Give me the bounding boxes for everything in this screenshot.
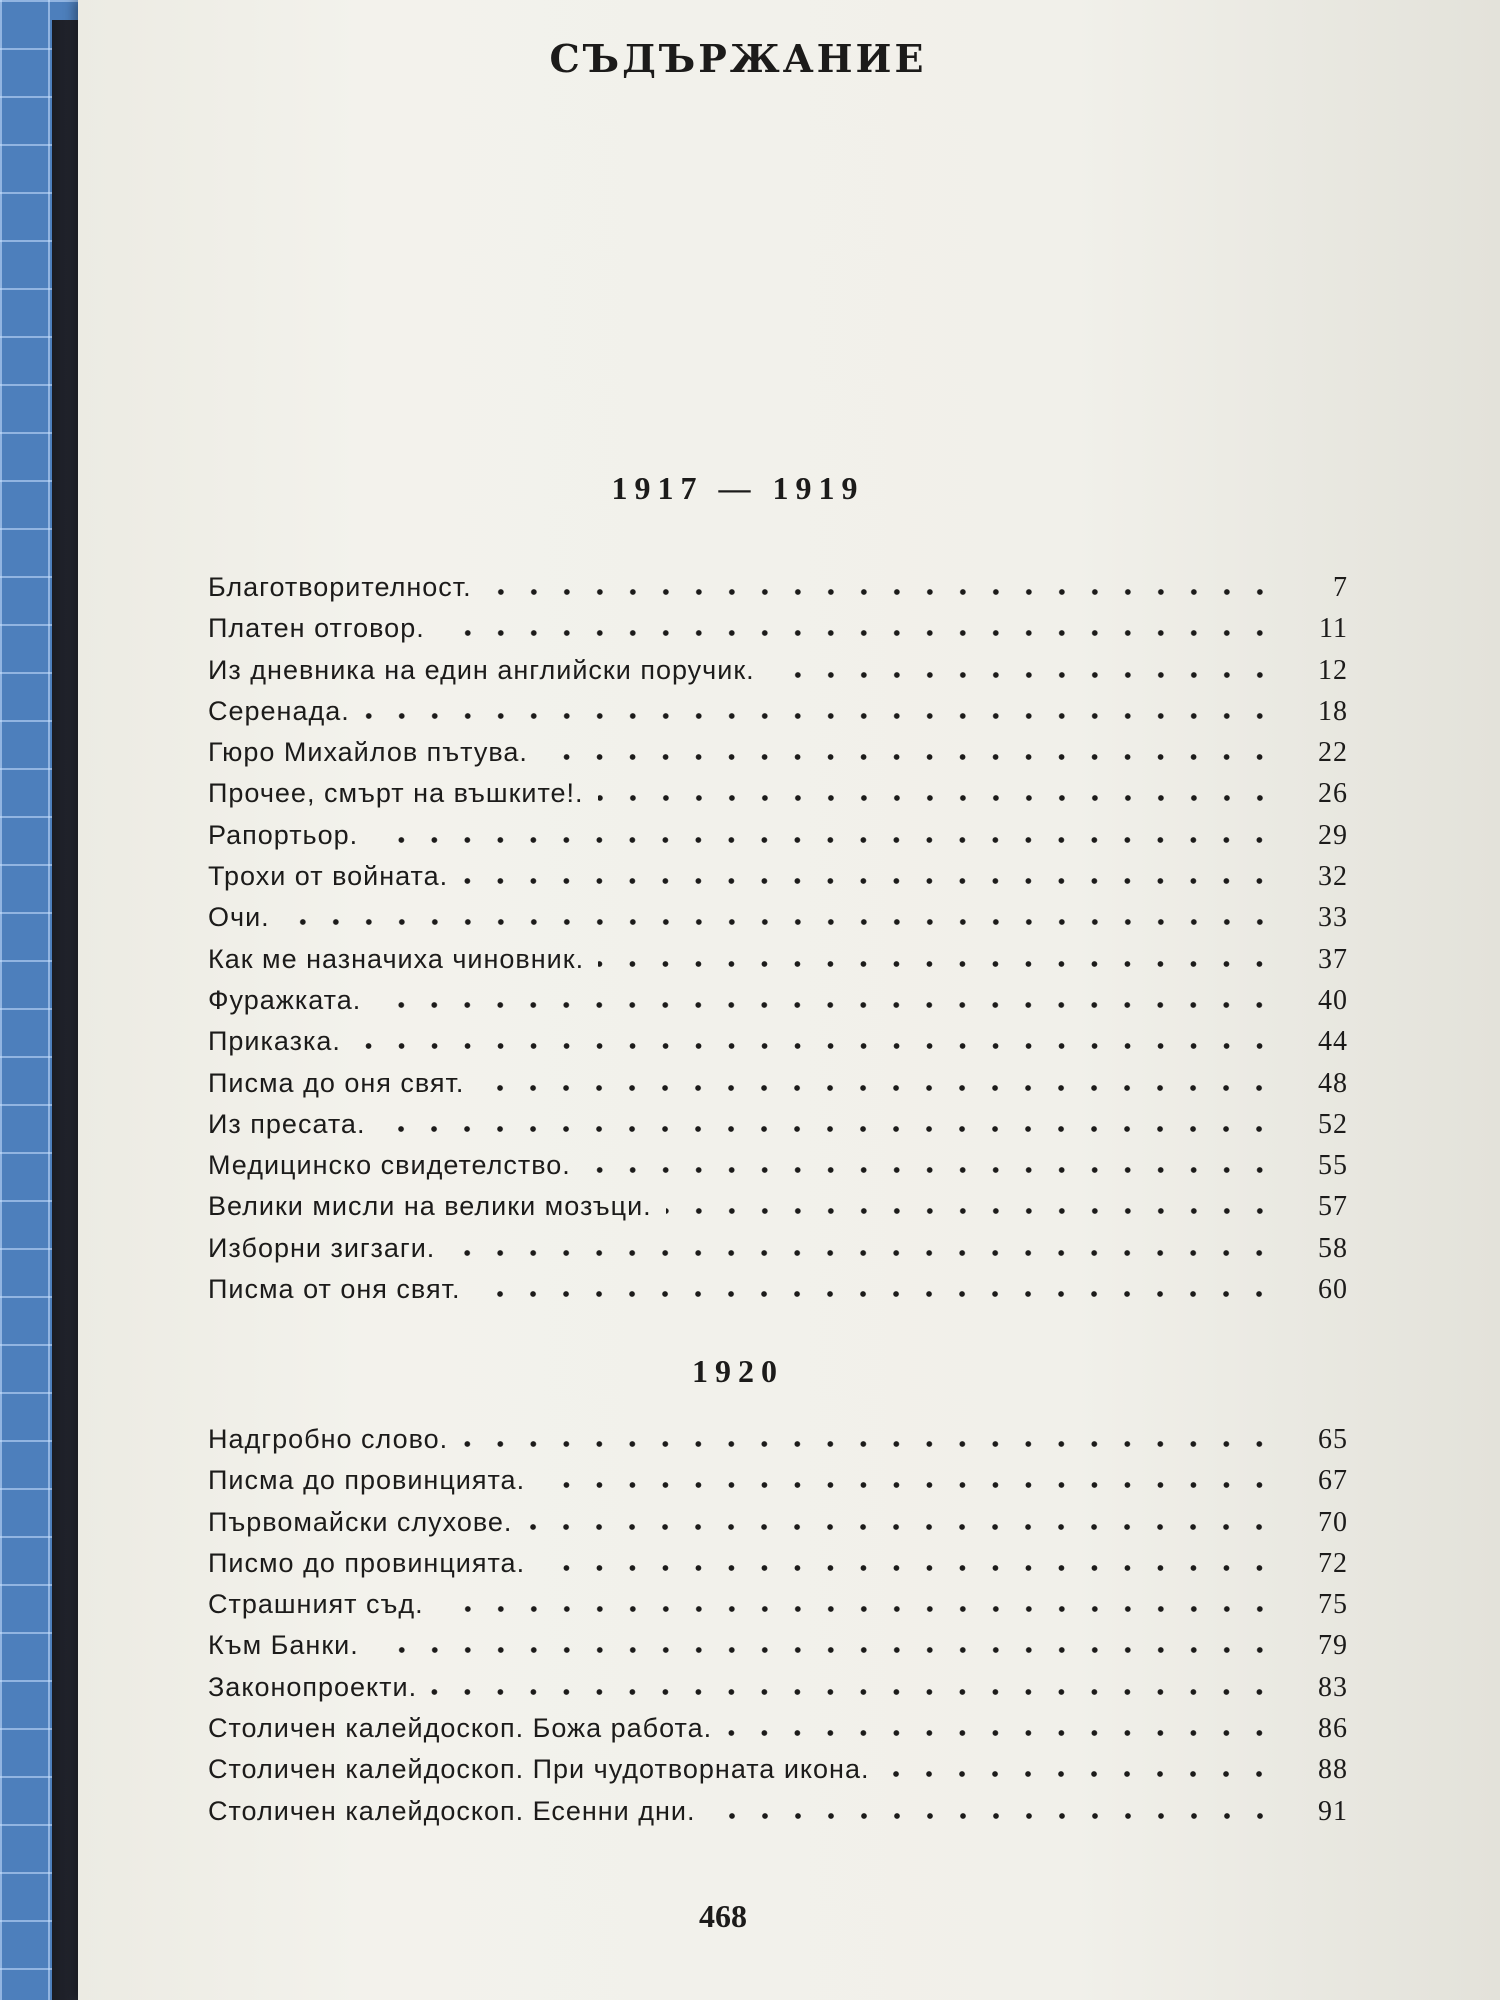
toc-entry (208, 778, 1348, 819)
toc-entry-page: 33 (1318, 902, 1348, 934)
dot-leader (598, 794, 1276, 802)
toc-entry-page: 58 (1318, 1232, 1348, 1264)
toc-entry-page: 72 (1318, 1547, 1348, 1579)
toc-entry-page: 29 (1318, 819, 1348, 851)
toc-entry-title: Столичен калейдоскоп. При чудотворната икона. (208, 1754, 870, 1785)
toc-entry (208, 1150, 1348, 1191)
toc-entry-page: 32 (1318, 861, 1348, 893)
toc-entry (208, 902, 1348, 943)
dot-leader (375, 1001, 1276, 1009)
dot-leader (431, 1688, 1276, 1696)
toc-entry-page: 79 (1318, 1630, 1348, 1662)
dot-leader (486, 588, 1276, 596)
toc-entry-title: Приказка. (208, 1026, 341, 1057)
dot-leader (449, 1249, 1276, 1257)
dot-leader (598, 960, 1276, 968)
toc-entry (208, 1548, 1348, 1589)
toc-entry (208, 655, 1348, 696)
section-heading-1917-1919: 1917 — 1919 (611, 470, 865, 506)
toc-entry-page: 40 (1318, 984, 1348, 1016)
toc-entry-title: Към Банки. (208, 1630, 359, 1661)
toc-entry-page: 83 (1318, 1671, 1348, 1703)
toc-entry-title: Благотворителност. (208, 572, 472, 602)
toc-entry-page: 65 (1318, 1424, 1348, 1455)
toc-entry (208, 820, 1348, 861)
toc-entry (208, 944, 1348, 985)
toc-entry-title: Законопроекти. (208, 1671, 418, 1702)
dot-leader (474, 1290, 1276, 1298)
toc-entry (208, 985, 1348, 1026)
toc-entry-page: 75 (1318, 1589, 1348, 1621)
toc-entry-title: Надгробно слово. (208, 1424, 449, 1454)
dot-leader (726, 1729, 1276, 1737)
dot-leader (439, 629, 1276, 637)
dot-leader (542, 753, 1276, 761)
toc-list-1917-1919 (208, 572, 1348, 1315)
toc-entry (208, 1672, 1348, 1713)
toc-entry (208, 1465, 1348, 1506)
toc-entry (208, 572, 1348, 613)
toc-entry-page: 7 (1333, 572, 1348, 603)
dot-leader (373, 1646, 1276, 1654)
dot-leader (355, 1042, 1276, 1050)
toc-entry-page: 18 (1318, 695, 1348, 727)
toc-entry-title: Писма до провинцията. (208, 1465, 526, 1496)
toc-entry (208, 1026, 1348, 1067)
toc-entry-title: Писма до оня свят. (208, 1067, 465, 1098)
dot-leader (539, 1564, 1276, 1572)
toc-entry-title: Платен отговор. (208, 613, 425, 644)
toc-entry-title: Гюро Михайлов пътува. (208, 737, 528, 768)
toc-entry-title: Първомайски слухове. (208, 1506, 513, 1537)
toc-entry (208, 1589, 1348, 1630)
toc-entry-title: Медицинско свидетелство. (208, 1150, 571, 1181)
dot-leader (438, 1605, 1276, 1613)
dot-leader (372, 836, 1276, 844)
toc-entry-page: 91 (1318, 1795, 1348, 1827)
toc-entry-title: Писмо до провинцията. (208, 1547, 526, 1578)
toc-entry (208, 1274, 1348, 1315)
toc-entry (208, 1754, 1348, 1795)
toc-entry (208, 1630, 1348, 1671)
dot-leader (585, 1166, 1276, 1174)
toc-entry (208, 696, 1348, 737)
toc-entry-title: Рапортьор. (208, 819, 359, 850)
toc-entry-page: 55 (1318, 1150, 1348, 1182)
toc-entry (208, 1109, 1348, 1150)
toc-entry (208, 1068, 1348, 1109)
toc-entry-page: 86 (1318, 1713, 1348, 1745)
dot-leader (883, 1770, 1276, 1778)
toc-entry (208, 861, 1348, 902)
page-content (208, 0, 1428, 2000)
toc-entry-page: 48 (1318, 1067, 1348, 1099)
dot-leader (478, 1084, 1276, 1092)
toc-entry-page: 52 (1318, 1108, 1348, 1140)
toc-entry-title: Из пресата. (208, 1108, 366, 1139)
toc-entry (208, 1507, 1348, 1548)
toc-entry-page: 37 (1318, 943, 1348, 975)
toc-entry-page: 67 (1318, 1465, 1348, 1497)
toc-entry-title: Серенада. (208, 695, 350, 726)
toc-entry-page: 57 (1318, 1191, 1348, 1223)
toc-entry (208, 1191, 1348, 1232)
toc-entry-title: Столичен калейдоскоп. Божа работа. (208, 1713, 713, 1744)
dot-leader (364, 712, 1276, 720)
dot-leader (769, 671, 1276, 679)
toc-entry (208, 1713, 1348, 1754)
dot-leader (710, 1812, 1277, 1820)
toc-entry-page: 60 (1318, 1274, 1348, 1306)
toc-entry-title: Очи. (208, 902, 270, 933)
toc-entry-title: Писма от оня свят. (208, 1274, 461, 1305)
toc-entry (208, 1424, 1348, 1465)
dot-leader (462, 1440, 1276, 1448)
toc-entry-page: 44 (1318, 1026, 1348, 1058)
toc-entry-title: Страшният съд. (208, 1589, 424, 1620)
toc-entry-title: Как ме назначиха чиновник. (208, 943, 585, 974)
dot-leader (379, 1125, 1276, 1133)
toc-entry-page: 11 (1319, 613, 1348, 645)
toc-entry-title: Трохи от войната. (208, 861, 449, 892)
page-number: 468 (699, 1898, 747, 1934)
toc-entry-title: Велики мисли на велики мозъци. (208, 1191, 652, 1222)
toc-entry (208, 613, 1348, 654)
dot-leader (284, 918, 1276, 926)
dot-leader (526, 1523, 1276, 1531)
page-title: СЪДЪРЖАНИЕ (549, 36, 927, 81)
toc-entry (208, 1233, 1348, 1274)
toc-entry-title: Изборни зигзаги. (208, 1232, 436, 1263)
toc-entry-page: 88 (1318, 1754, 1348, 1786)
book-page (78, 0, 1500, 2000)
toc-entry-page: 70 (1318, 1506, 1348, 1538)
toc-entry-page: 26 (1318, 778, 1348, 810)
toc-entry (208, 1796, 1348, 1837)
dot-leader (539, 1481, 1276, 1489)
section-heading-1920: 1920 (692, 1353, 784, 1389)
toc-entry (208, 737, 1348, 778)
dot-leader (462, 877, 1276, 885)
toc-entry-page: 12 (1318, 654, 1348, 686)
toc-entry-title: Столичен калейдоскоп. Есенни дни. (208, 1795, 696, 1826)
dot-leader (666, 1207, 1276, 1215)
toc-entry-title: Фуражката. (208, 984, 362, 1015)
toc-entry-title: Прочее, смърт на въшките!. (208, 778, 584, 809)
toc-entry-page: 22 (1318, 737, 1348, 769)
toc-list-1920 (208, 1424, 1348, 1837)
toc-entry-title: Из дневника на един английски поручик. (208, 654, 755, 685)
